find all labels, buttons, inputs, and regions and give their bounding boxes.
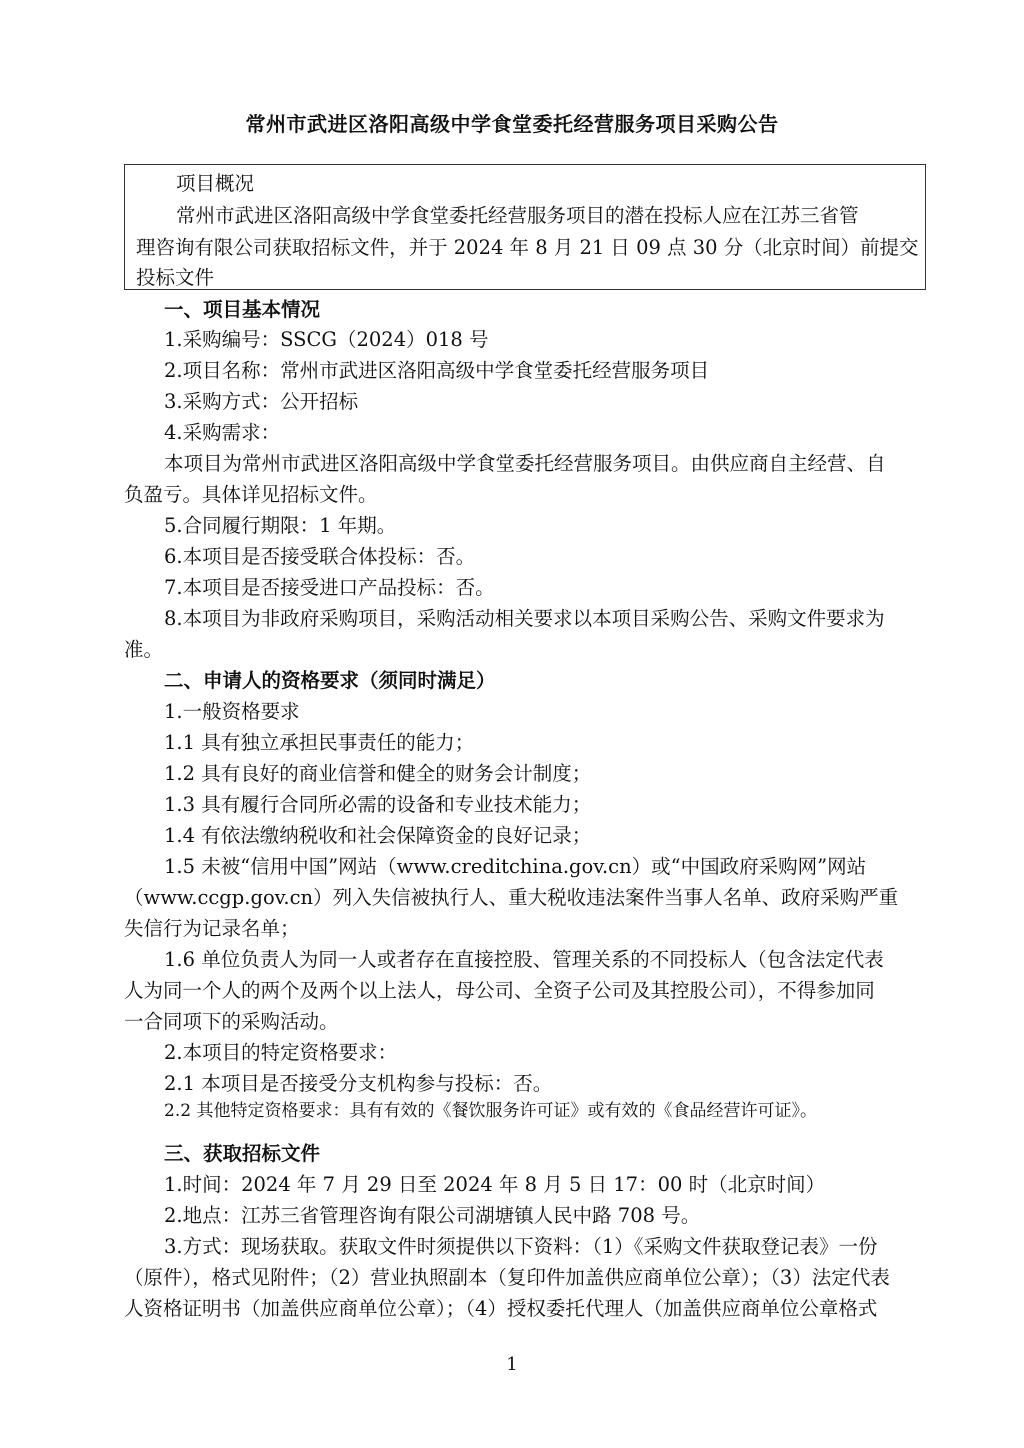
page-number: 1 (506, 1354, 518, 1375)
section3-line: 3.方式：现场获取。获取文件时须提供以下资料：（1）《采购文件获取登记表》一份 (164, 1235, 878, 1258)
section2-line: 1.3 具有履行合同所必需的设备和专业技术能力； (164, 793, 592, 816)
section1-line: 负盈亏。具体详见招标文件。 (124, 483, 378, 506)
section3-line: 2.地点：江苏三省管理咨询有限公司湖塘镇人民中路 708 号。 (164, 1204, 701, 1227)
section1-line: 4.采购需求： (164, 421, 281, 444)
section1-line: 1.采购编号：SSCG（2024）018 号 (164, 328, 489, 351)
section2-line: （www.ccgp.gov.cn）列入失信被执行人、重大税收违法案件当事人名单、政府采购严重 (124, 886, 899, 909)
section1-heading: 一、项目基本情况 (164, 298, 321, 321)
section1-line: 本项目为常州市武进区洛阳高级中学食堂委托经营服务项目。由供应商自主经营、自 (164, 452, 886, 475)
section1-line: 7.本项目是否接受进口产品投标：否。 (164, 576, 495, 599)
section3-line: （原件），格式见附件；（2）营业执照副本（复印件加盖供应商单位公章）；（3）法定代表 (124, 1266, 890, 1289)
section2-line: 失信行为记录名单； (124, 917, 300, 940)
section3-line: 1.时间：2024 年 7 月 29 日至 2024 年 8 月 5 日 17：00 时（北京时间） (164, 1173, 826, 1196)
section3-line: 人资格证明书（加盖供应商单位公章）；（4）授权委托代理人（加盖供应商单位公章格式 (124, 1297, 878, 1320)
section2-line: 1.一般资格要求 (164, 700, 300, 723)
document-title: 常州市武进区洛阳高级中学食堂委托经营服务项目采购公告 (245, 112, 779, 136)
section2-line: 2.本项目的特定资格要求： (164, 1041, 398, 1064)
section2-line: 1.2 具有良好的商业信誉和健全的财务会计制度； (164, 762, 592, 785)
section1-line: 2.项目名称：常州市武进区洛阳高级中学食堂委托经营服务项目 (164, 359, 710, 382)
section2-line: 1.1 具有独立承担民事责任的能力； (164, 731, 475, 754)
section1-line: 6.本项目是否接受联合体投标：否。 (164, 545, 476, 568)
section2-line: 1.4 有依法缴纳税收和社会保障资金的良好记录； (164, 824, 592, 847)
section1-line: 5.合同履行期限：1 年期。 (164, 514, 397, 537)
section1-line: 3.采购方式：公开招标 (164, 390, 359, 413)
section2-line: 1.5 未被“信用中国”网站（www.creditchina.gov.cn）或“中国政府采购网”网站 (164, 855, 867, 878)
section2-line: 人为同一个人的两个及两个以上法人，母公司、全资子公司及其控股公司），不得参加同 (124, 979, 875, 1002)
overview-heading: 项目概况 (176, 172, 255, 195)
section1-line: 8.本项目为非政府采购项目，采购活动相关要求以本项目采购公告、采购文件要求为 (164, 607, 885, 630)
section2-line: 一合同项下的采购活动。 (124, 1010, 339, 1033)
overview-line: 理咨询有限公司获取招标文件，并于 2024 年 8 月 21 日 09 点 30 分（北京时间）前提交 (136, 236, 919, 259)
section2-line: 1.6 单位负责人为同一人或者存在直接控股、管理关系的不同投标人（包含法定代表 (164, 948, 884, 971)
section2-heading: 二、申请人的资格要求（须同时满足） (164, 669, 496, 692)
section2-line: 2.2 其他特定资格要求：具有有效的《餐饮服务许可证》或有效的《食品经营许可证》。 (164, 1101, 817, 1121)
section3-heading: 三、获取招标文件 (164, 1142, 321, 1165)
section1-line: 准。 (124, 638, 164, 661)
section2-line: 2.1 本项目是否接受分支机构参与投标：否。 (164, 1072, 553, 1095)
overview-line: 常州市武进区洛阳高级中学食堂委托经营服务项目的潜在投标人应在江苏三省管 (176, 204, 859, 227)
overview-line: 投标文件 (136, 266, 215, 289)
